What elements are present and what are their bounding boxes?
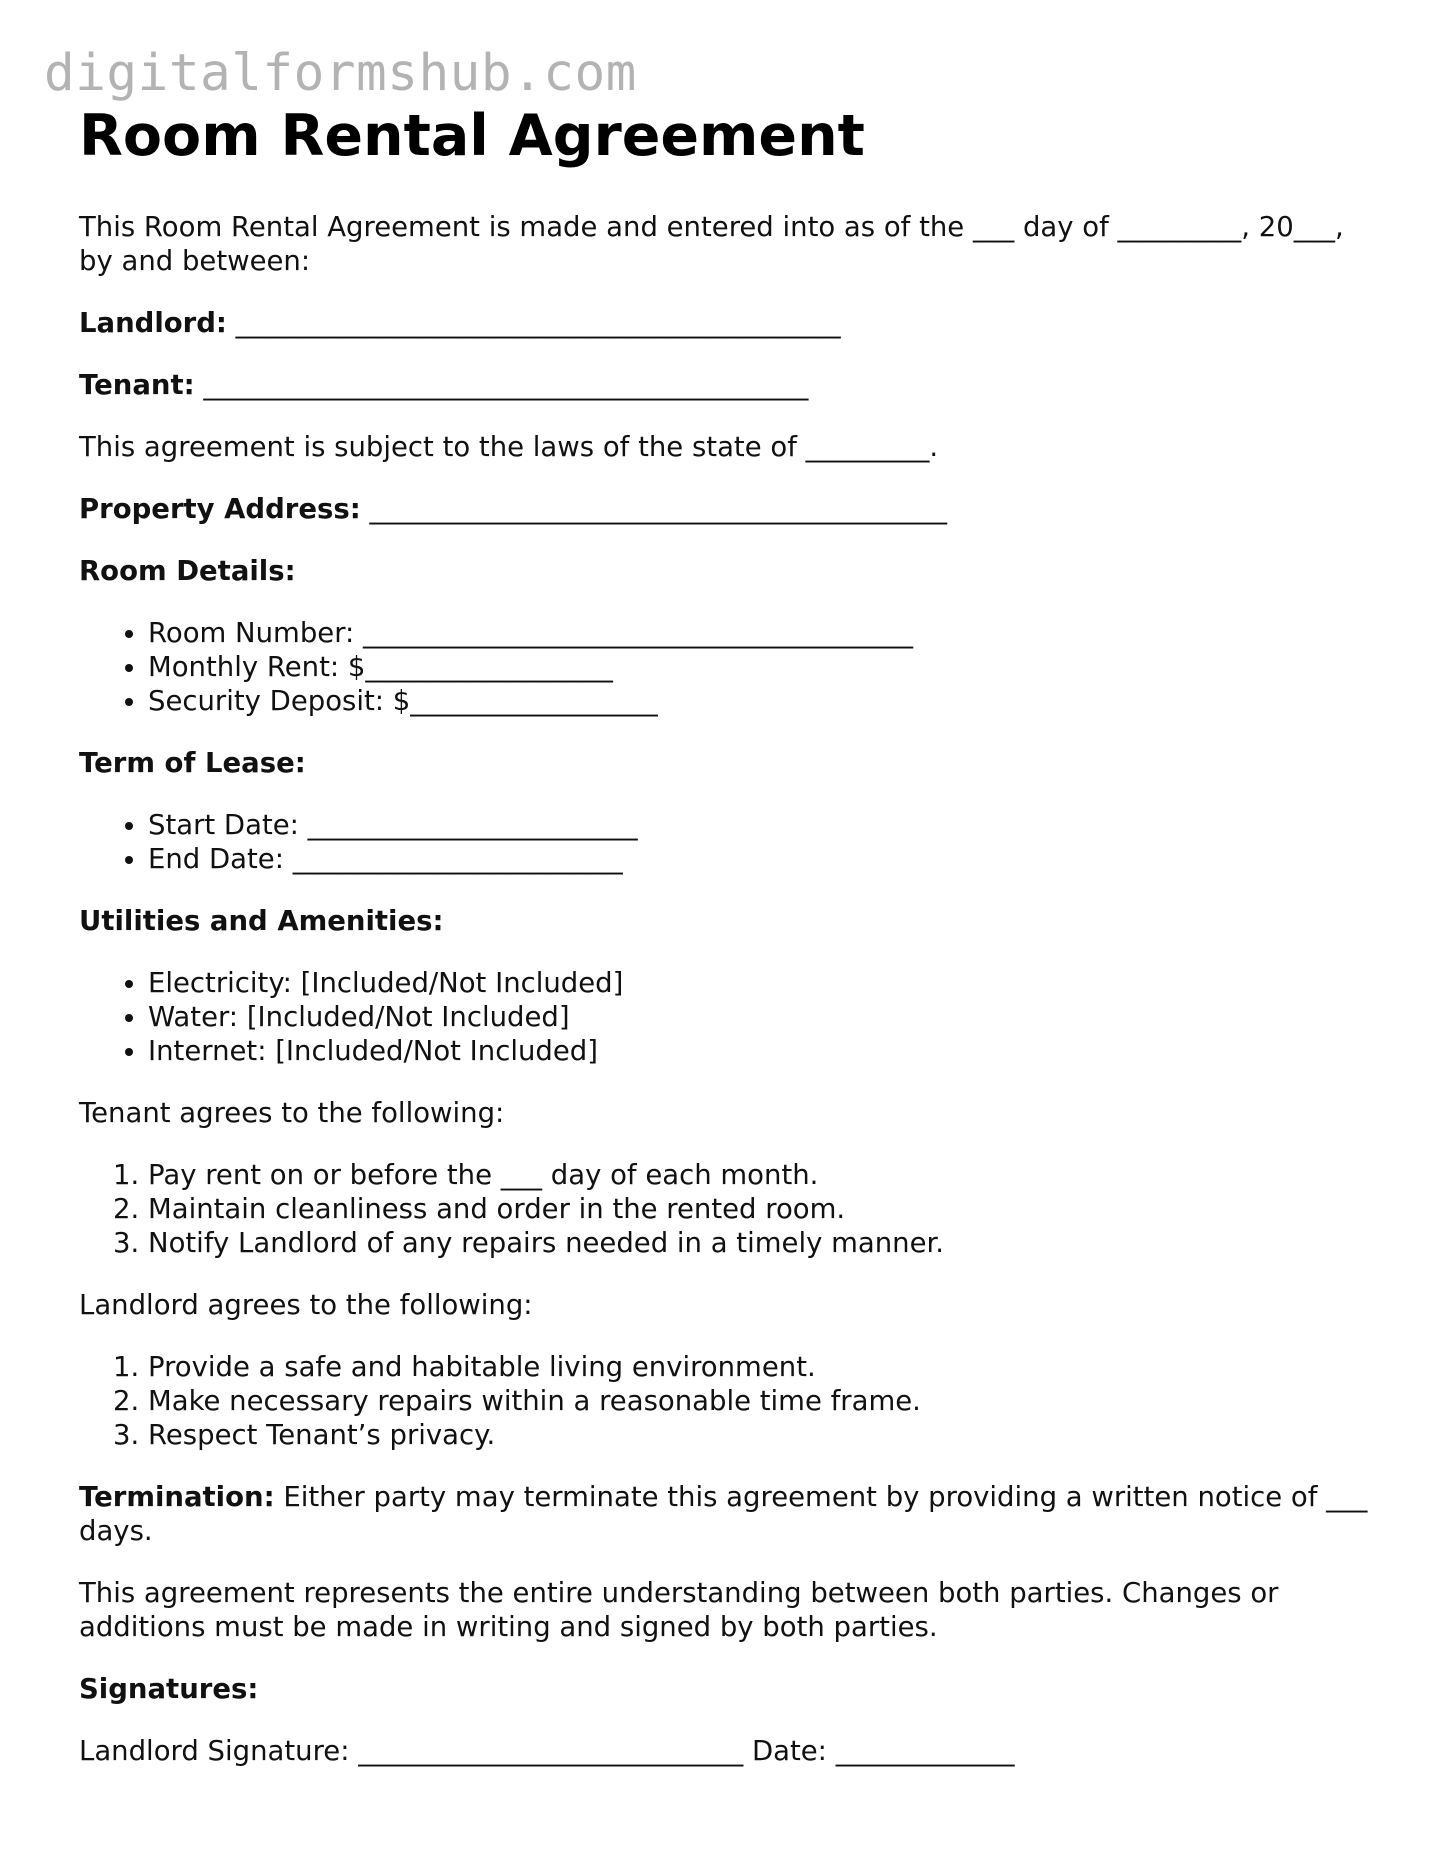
property-address-field: [79, 492, 1369, 526]
utilities-list: [79, 966, 1369, 1068]
list-item: 2. Make necessary repairs within a reasonable time frame.: [148, 1384, 1369, 1418]
list-item: • Start Date: ________________________: [148, 808, 1369, 842]
landlord-signature-line: Landlord Signature: ____________________________ Date: _____________: [79, 1735, 1015, 1767]
tenant-blank: ____________________________________________: [194, 369, 809, 401]
list-item: 2. Maintain cleanliness and order in the rented room.: [148, 1192, 1369, 1226]
document-title: Room Rental Agreement: [79, 103, 865, 169]
list-item: 3. Respect Tenant’s privacy.: [148, 1418, 1369, 1452]
tenant-field: [79, 368, 1369, 402]
list-item: • Monthly Rent: $__________________: [148, 650, 1369, 684]
term-heading: Term of Lease:: [79, 747, 306, 779]
tenant-label: Tenant:: [79, 369, 195, 401]
list-item: 1. Pay rent on or before the ___ day of each month.: [148, 1158, 1369, 1192]
property-address-label: Property Address:: [79, 493, 361, 525]
site-watermark: digitalformshub.com: [44, 44, 637, 103]
list-item: • Electricity: [Included/Not Included]: [148, 966, 1369, 1000]
termination-label: Termination:: [79, 1481, 275, 1513]
list-item: • Security Deposit: $__________________: [148, 684, 1369, 718]
list-item: • Room Number: ________________________________________: [148, 616, 1369, 650]
landlord-agrees-intro: Landlord agrees to the following:: [79, 1289, 533, 1321]
tenant-obligations-list: [79, 1158, 1369, 1260]
landlord-field: [79, 306, 1369, 340]
list-item: • Internet: [Included/Not Included]: [148, 1034, 1369, 1068]
landlord-label: Landlord:: [79, 307, 227, 339]
termination-text: Either party may terminate this agreement by providing a written notice of ___ days.: [79, 1481, 1368, 1547]
list-item: • End Date: ________________________: [148, 842, 1369, 876]
list-item: 3. Notify Landlord of any repairs needed in a timely manner.: [148, 1226, 1369, 1260]
state-law-paragraph: This agreement is subject to the laws of the state of _________.: [79, 431, 939, 463]
property-address-blank: __________________________________________: [360, 493, 948, 525]
entire-agreement-paragraph: This agreement represents the entire understanding between both parties. Changes or additions must be made in writing and signed by both parties.: [79, 1577, 1279, 1643]
landlord-obligations-list: [79, 1350, 1369, 1452]
agreement-document: [79, 100, 1369, 1796]
tenant-agrees-intro: Tenant agrees to the following:: [79, 1097, 505, 1129]
list-item: • Water: [Included/Not Included]: [148, 1000, 1369, 1034]
term-list: [79, 808, 1369, 876]
room-details-list: [79, 616, 1369, 718]
room-details-heading: Room Details:: [79, 555, 296, 587]
termination-paragraph: [79, 1480, 1369, 1548]
list-item: 1. Provide a safe and habitable living environment.: [148, 1350, 1369, 1384]
signatures-heading: Signatures:: [79, 1673, 259, 1705]
intro-paragraph: This Room Rental Agreement is made and entered into as of the ___ day of _________, 20___, by and between:: [79, 211, 1344, 277]
landlord-blank: ____________________________________________: [226, 307, 841, 339]
utilities-heading: Utilities and Amenities:: [79, 905, 444, 937]
